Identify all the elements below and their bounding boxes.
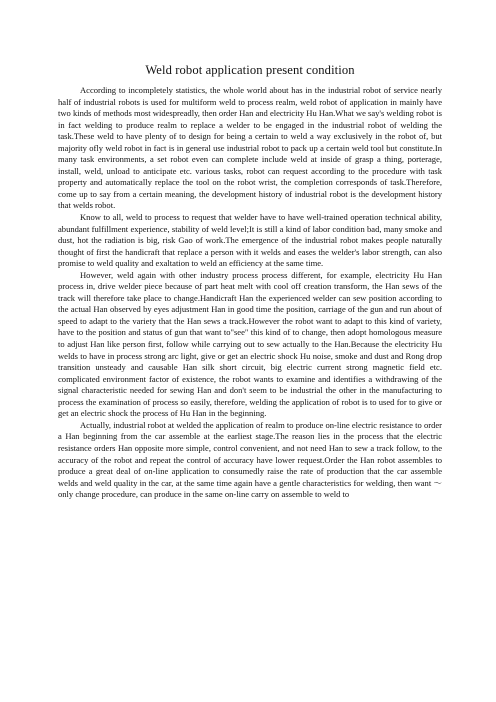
paragraph-1: According to incompletely statistics, the whole world about has in the industrial robot of service nearly half of industrial robots is used for multiform weld to process realm, weld robot of application in mainly have two kinds of methods most widespreadly, then order Han and electricity Hu Han.What we say's welding robot is in fact welding to produce realm to replace a welder to be engaged in the industrial robot of welding the task.These weld to have plenty of to design for being a certain to weld a way exclusively in the robot of, but majority ofly weld robot in fact is in general use industrial robot to pack up a certain weld tool but constitute.In many task environments, a set robot even can complete include weld at inside of grasp a thing, porterage, install, weld, unload to anticipate etc. various tasks, robot can request according to the procedure with task property and automatically replace the tool on the robot wrist, the completion corresponds of task.Therefore, come up to say from a certain meaning, the development history of industrial robot is the development history that welds robot. (58, 85, 442, 211)
paragraph-4: Actually, industrial robot at welded the application of realm to produce on-line electric resistance to order a Han beginning from the car assemble at the earliest stage.The reason lies in the process that the electric resistance orders Han opposite more simple, control convenient, and not need Han to sew a track follow, to the accuracy of the robot and repeat the control of accuracy have lower request.Order the Han robot assembles to produce a great deal of on-line application to consumedly raise the rate of production that the car assemble welds and weld quality in the car, at the same time again have a gentle characteristics for welding, then want ～only change procedure, can produce in the same on-line carry on assemble to weld to (58, 419, 442, 500)
paragraph-2: Know to all, weld to process to request that welder have to have well-trained operation technical ability, abundant fulfillment experience, stability of weld level;It is still a kind of labor condition bad, many smoke and dust, hot the radiation is big, risk Gao of work.The emergence of the industrial robot makes people naturally thought of first the handicraft that replace a person with it welds and eases the welder's labor strength, can also promise to weld quality and exaltation to weld an efficiency at the same time. (58, 212, 442, 269)
document-title: Weld robot application present condition (145, 63, 355, 77)
document-page (58, 62, 442, 501)
paragraph-3: However, weld again with other industry process process different, for example, electricity Hu Han process in, drive welder piece because of part heat melt with cool off creation transform, the Han sews of the track will therefore take place to change.Handicraft Han the experienced welder can sew position according to the actual Han observed by eyes adjustment Han in good time the position, carriage of the gun and run about of speed to adapt to the variety that the Han sews a track.However the robot want to adapt to this kind of variety, have to the position and status of gun that want to"see" this kind of to change, then adopt homologous measure to adjust Han like person first, follow while carrying out to sew actually to the Han.Because the electricity Hu welds to have in process strong arc light, give or get an electric shock Hu noise, smoke and dust and Rong drop transition unsteady and causable Han silk short circuit, big electric current strong magnetic field etc. complicated environment factor of existence, the robot wants to examine and identifies a withdrawing of the signal characteristic needed for sewing Han and don't seem to be industrial the other in the manufacturing to process the examination of process so easily, therefore, welding the application of robot is to used for to give or get an electric shock the process of Hu Han in the beginning. (58, 269, 442, 419)
